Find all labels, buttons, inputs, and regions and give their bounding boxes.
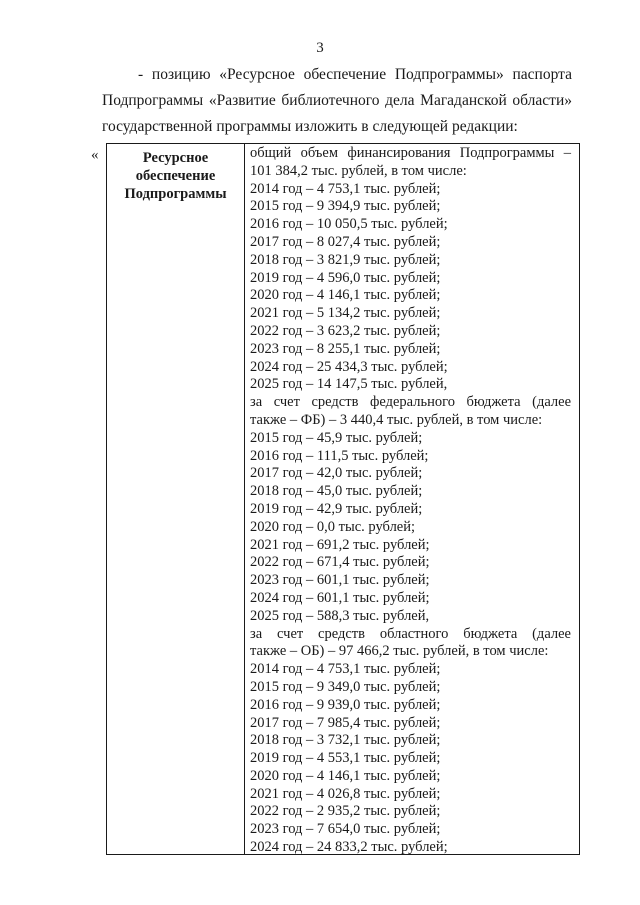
funding-line: 2020 год – 4 146,1 тыс. рублей; — [250, 767, 441, 784]
funding-line: 2025 год – 14 147,5 тыс. рублей, — [250, 376, 448, 393]
param-name-cell — [107, 144, 245, 854]
funding-line: 2025 год – 588,3 тыс. рублей, — [250, 607, 430, 624]
funding-line: 2021 год – 691,2 тыс. рублей; — [250, 536, 430, 553]
intro-line: - позицию «Ресурсное обеспечение Подпрограммы» паспорта — [138, 66, 572, 83]
funding-line: 2019 год – 4 596,0 тыс. рублей; — [250, 269, 441, 286]
funding-line: за счет средств областного бюджета (далее — [250, 625, 571, 642]
funding-line: 2022 год – 2 935,2 тыс. рублей; — [250, 803, 441, 820]
funding-line: общий объем финансирования Подпрограммы – — [250, 145, 571, 161]
funding-line: 2022 год – 671,4 тыс. рублей; — [250, 554, 430, 571]
funding-line: 2018 год – 3 821,9 тыс. рублей; — [250, 251, 441, 268]
intro-paragraph — [102, 62, 572, 140]
funding-line: 2020 год – 0,0 тыс. рублей; — [250, 518, 416, 535]
funding-line: 2015 год – 9 349,0 тыс. рублей; — [250, 678, 441, 695]
funding-line: также – ОБ) – 97 466,2 тыс. рублей, в том числе: — [250, 643, 549, 660]
intro-line: государственной программы изложить в следующей редакции: — [102, 118, 518, 135]
funding-line: 2021 год – 4 026,8 тыс. рублей; — [250, 785, 441, 802]
funding-line: 2015 год – 45,9 тыс. рублей; — [250, 429, 423, 446]
funding-line: 2014 год – 4 753,1 тыс. рублей; — [250, 661, 441, 678]
funding-line: за счет средств федерального бюджета (далее — [250, 394, 571, 411]
funding-line: 2019 год – 4 553,1 тыс. рублей; — [250, 750, 441, 767]
funding-line: 2020 год – 4 146,1 тыс. рублей; — [250, 287, 441, 304]
funding-line: 2019 год – 42,9 тыс. рублей; — [250, 500, 423, 517]
funding-line: также – ФБ) – 3 440,4 тыс. рублей, в том числе: — [250, 411, 543, 428]
funding-line: 2023 год – 601,1 тыс. рублей; — [250, 572, 430, 589]
funding-line: 101 384,2 тыс. рублей, в том числе: — [250, 162, 467, 179]
funding-line: 2024 год – 24 833,2 тыс. рублей; — [250, 839, 448, 856]
param-value-cell — [245, 144, 579, 854]
funding-line: 2023 год – 8 255,1 тыс. рублей; — [250, 340, 441, 357]
funding-line: 2024 год – 601,1 тыс. рублей; — [250, 589, 430, 606]
funding-line: 2017 год – 42,0 тыс. рублей; — [250, 465, 423, 482]
funding-line: 2022 год – 3 623,2 тыс. рублей; — [250, 322, 441, 339]
funding-line: 2023 год – 7 654,0 тыс. рублей; — [250, 821, 441, 838]
funding-line: 2024 год – 25 434,3 тыс. рублей; — [250, 358, 448, 375]
funding-line: 2017 год – 7 985,4 тыс. рублей; — [250, 714, 441, 731]
open-quote: « — [91, 147, 99, 163]
funding-line: 2016 год – 111,5 тыс. рублей; — [250, 447, 429, 464]
page-number: 3 — [316, 40, 324, 56]
funding-line: 2016 год – 10 050,5 тыс. рублей; — [250, 216, 448, 233]
param-name: Ресурсное обеспечение Подпрограммы — [124, 150, 227, 202]
funding-line: 2014 год – 4 753,1 тыс. рублей; — [250, 180, 441, 197]
funding-line: 2015 год – 9 394,9 тыс. рублей; — [250, 198, 441, 215]
funding-line: 2018 год – 45,0 тыс. рублей; — [250, 483, 423, 500]
intro-line: Подпрограммы «Развитие библиотечного дела Магаданской области» — [102, 92, 572, 109]
funding-line: 2017 год – 8 027,4 тыс. рублей; — [250, 233, 441, 250]
funding-line: 2016 год – 9 939,0 тыс. рублей; — [250, 696, 441, 713]
passport-table — [106, 143, 580, 855]
funding-line: 2021 год – 5 134,2 тыс. рублей; — [250, 305, 441, 322]
funding-line: 2018 год – 3 732,1 тыс. рублей; — [250, 732, 441, 749]
